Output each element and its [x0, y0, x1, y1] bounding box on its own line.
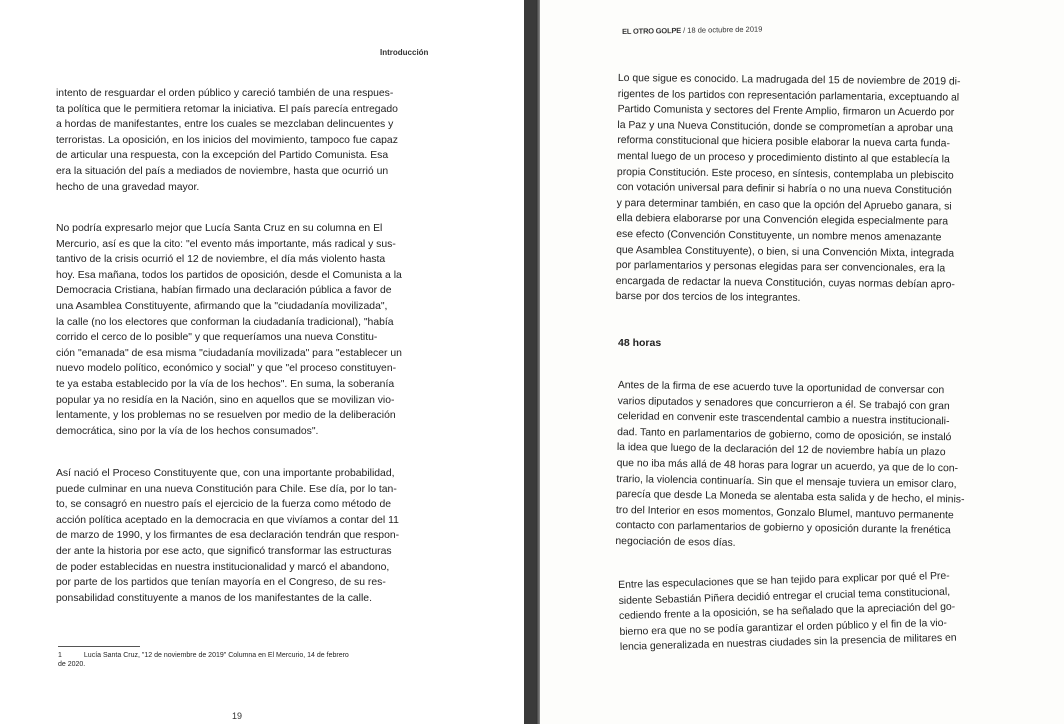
text-line: barse por dos tercios de los integrantes.: [615, 291, 801, 305]
text-line: nuevo modelo político, económico y social" y que "el proceso constituyen-: [56, 363, 397, 375]
text-line: era la situación del país a mediados de noviembre, hasta que ocurrió un: [56, 165, 389, 177]
text-line: Antes de la firma de ese acuerdo tuve la oportunidad de conversar con: [617, 379, 945, 397]
left-page: [0, 0, 524, 724]
footnote-text-continued: de 2020.: [58, 661, 86, 668]
text-line: una Asamblea Constituyente, afirmando que la "ciudadanía movilizada",: [56, 300, 388, 312]
text-line: contacto con parlamentarios de gobierno y oposición durante la frenética: [615, 520, 951, 537]
text-line: propia Constitución. Este proceso, en síntesis, contemplaba un plebiscito: [616, 166, 954, 182]
text-line: lentamente, y los problemas no se resuelven por medio de la deliberación: [56, 410, 396, 422]
text-line: parecía que desde La Moneda se alentaba esta salida y de hecho, el minis-: [616, 489, 965, 506]
text-line: bierno era que no se podía garantizar el orden público y el fin de la vio-: [619, 617, 948, 638]
text-line: ella debiera elaborarse por una Convención elegida especialmente para: [616, 213, 949, 228]
paragraph: [615, 378, 988, 555]
paragraph: [56, 86, 428, 195]
text-line: ponsabilidad constituyente a manos de los manifestantes de la calle.: [56, 592, 372, 604]
text-line: y para determinar también, en caso que la opción del Apruebo ganara, si: [616, 197, 952, 213]
text-line: mental luego de un proceso y procedimiento distinto al que establecía la: [617, 150, 950, 166]
section-heading: 48 horas: [618, 337, 662, 349]
running-head: Introducción: [380, 48, 429, 57]
text-line: hoy. Esa mañana, todos los partidos de oposición, desde el Comunista a la: [56, 269, 402, 281]
text-line: Entre las especulaciones que se han tejido para explicar por qué el Pre-: [618, 570, 950, 591]
text-line: celeridad en convenir este trascendental cambio a nuestra institucionali-: [617, 411, 950, 428]
text-line: terroristas. La oposición, en los inicios del movimiento, tampoco fue capaz: [56, 134, 398, 146]
text-line: Lo que sigue es conocido. La madrugada del 15 de noviembre de 2019 di-: [617, 72, 961, 88]
text-line: te ya estaba establecido por la vía de los hechos". En suma, la soberanía: [56, 378, 395, 390]
text-line: to, se consagró en nuestro país el ejercicio de la fuerza como método de: [56, 499, 392, 511]
text-line: la idea que luego de la declaración del 12 de noviembre había un plazo: [616, 442, 946, 459]
text-line: tantivo de la crisis ocurrió el 12 de noviembre, el día más violento hasta: [56, 254, 386, 266]
text-line: democrática, sino por la vía de los hechos consumados".: [56, 425, 319, 437]
footnote-text: Lucía Santa Cruz, "12 de noviembre de 2019" Columna en El Mercurio, 14 de febrero: [83, 652, 349, 659]
book-title: EL OTRO GOLPE: [622, 25, 682, 36]
text-line: de poder establecidas en nuestra institucionalidad y marcó el abandono,: [56, 561, 390, 573]
text-line: intento de resguardar el orden público y careció también de una respues-: [56, 88, 394, 99]
text-line: negociación de esos días.: [615, 535, 736, 549]
text-line: Democracia Cristiana, habían firmado una declaración pública a favor de: [56, 285, 392, 297]
text-line: la Paz y una Nueva Constitución, donde se comprometían a aprobar una: [617, 119, 954, 135]
footnote-rule: [58, 646, 140, 647]
text-line: de marzo de 1990, y los firmantes de esa declaración tendrán que respon-: [56, 530, 400, 542]
text-line: corrido el cerco de lo posible" y que requeríamos una nueva Constitu-: [56, 332, 378, 344]
text-line: ese efecto (Convención Constituyente, un nombre menos amenazante: [616, 228, 942, 244]
text-line: que Asamblea Constituyente), o bien, si una Convención Mixta, integrada: [616, 244, 955, 260]
text-line: tro del Interior en esos momentos, Gonzalo Blumel, mantuvo permanente: [615, 504, 954, 522]
paragraph: [616, 71, 988, 309]
text-line: por parte de los partidos que tenían mayoría en el Congreso, de su res-: [56, 577, 386, 589]
right-page: [540, 0, 1064, 724]
text-line: acción política aceptado en la democracia en que vivíamos a contar del 11: [56, 514, 399, 526]
text-line: dad. Tanto en parlamentarios de gobierno, como de oposición, se instaló: [617, 426, 952, 444]
text-line: puede culminar en una nueva Constitución para Chile. Ese día, por lo tan-: [56, 483, 397, 495]
text-line: lencia generalizada en nuestras ciudades sin la presencia de militares en: [619, 632, 957, 654]
running-head: [622, 25, 762, 36]
text-line: de articular una respuesta, con la excepción del Partido Comunista. Esa: [56, 150, 389, 162]
text-line: varios diputados y senadores que concurrieron a él. Se trabajó con gran: [617, 395, 950, 412]
text-line: que no iba más allá de 48 horas para lograr un acuerdo, ya que de lo con-: [616, 457, 959, 475]
text-line: popular ya no residía en la Nación, sino en aquellos que se movilizan vio-: [56, 394, 395, 406]
book-subtitle-date: / 18 de octubre de 2019: [683, 24, 763, 35]
text-line: cediendo frente a la oposición, se ha señalado que la apreciación del go-: [618, 601, 956, 623]
text-line: por parlamentarios y personas elegidas para ser convencionales, era la: [615, 260, 946, 275]
text-line: a hordas de manifestantes, entre los cuales se mezclaban delincuentes y: [56, 119, 394, 131]
text-line: Partido Comunista y sectores del Frente Amplio, firmaron un Acuerdo por: [617, 104, 955, 119]
text-line: la calle (no los electores que conforman la ciudadanía tradicional), "había: [56, 316, 394, 328]
text-line: encargada de redactar la nueva Constitución, cuyas normas debían apro-: [615, 275, 955, 291]
paragraph: [56, 221, 428, 439]
text-line: con votación universal para definir si habría o no una nueva Constitución: [616, 182, 952, 197]
text-line: rigentes de los partidos con representación parlamentaria, exceptuando al: [617, 88, 960, 104]
paragraph: [56, 466, 428, 606]
text-line: der ante la historia por ese acto, que significó transformar las estructuras: [56, 545, 392, 557]
footnote-number: 1: [58, 652, 62, 659]
text-line: Mercurio, así es que la cito: "el evento más importante, más radical y sus-: [56, 238, 396, 250]
text-line: ción "emanada" de esa misma "ciudadanía movilizada" para "establecer un: [56, 347, 402, 359]
text-line: hecho de una gravedad mayor.: [56, 181, 200, 193]
text-line: reforma constitucional que hiciera posible elaborar la nueva carta funda-: [617, 135, 951, 150]
text-line: Así nació el Proceso Constituyente que, con una importante probabilidad,: [56, 468, 395, 479]
text-line: ta política que le permitiera retomar la iniciativa. El país parecía entregado: [56, 103, 398, 115]
text-line: sidente Sebastián Piñera decidió entregar el crucial tema constitucional,: [618, 586, 951, 607]
paragraph: [618, 568, 990, 656]
text-line: No podría expresarlo mejor que Lucía Santa Cruz en su columna en El: [56, 223, 383, 234]
footnote: [58, 651, 349, 669]
text-line: trario, la violencia continuaría. Sin que el mensaje tuviera un emisor claro,: [616, 473, 957, 490]
page-number: 19: [232, 711, 243, 721]
